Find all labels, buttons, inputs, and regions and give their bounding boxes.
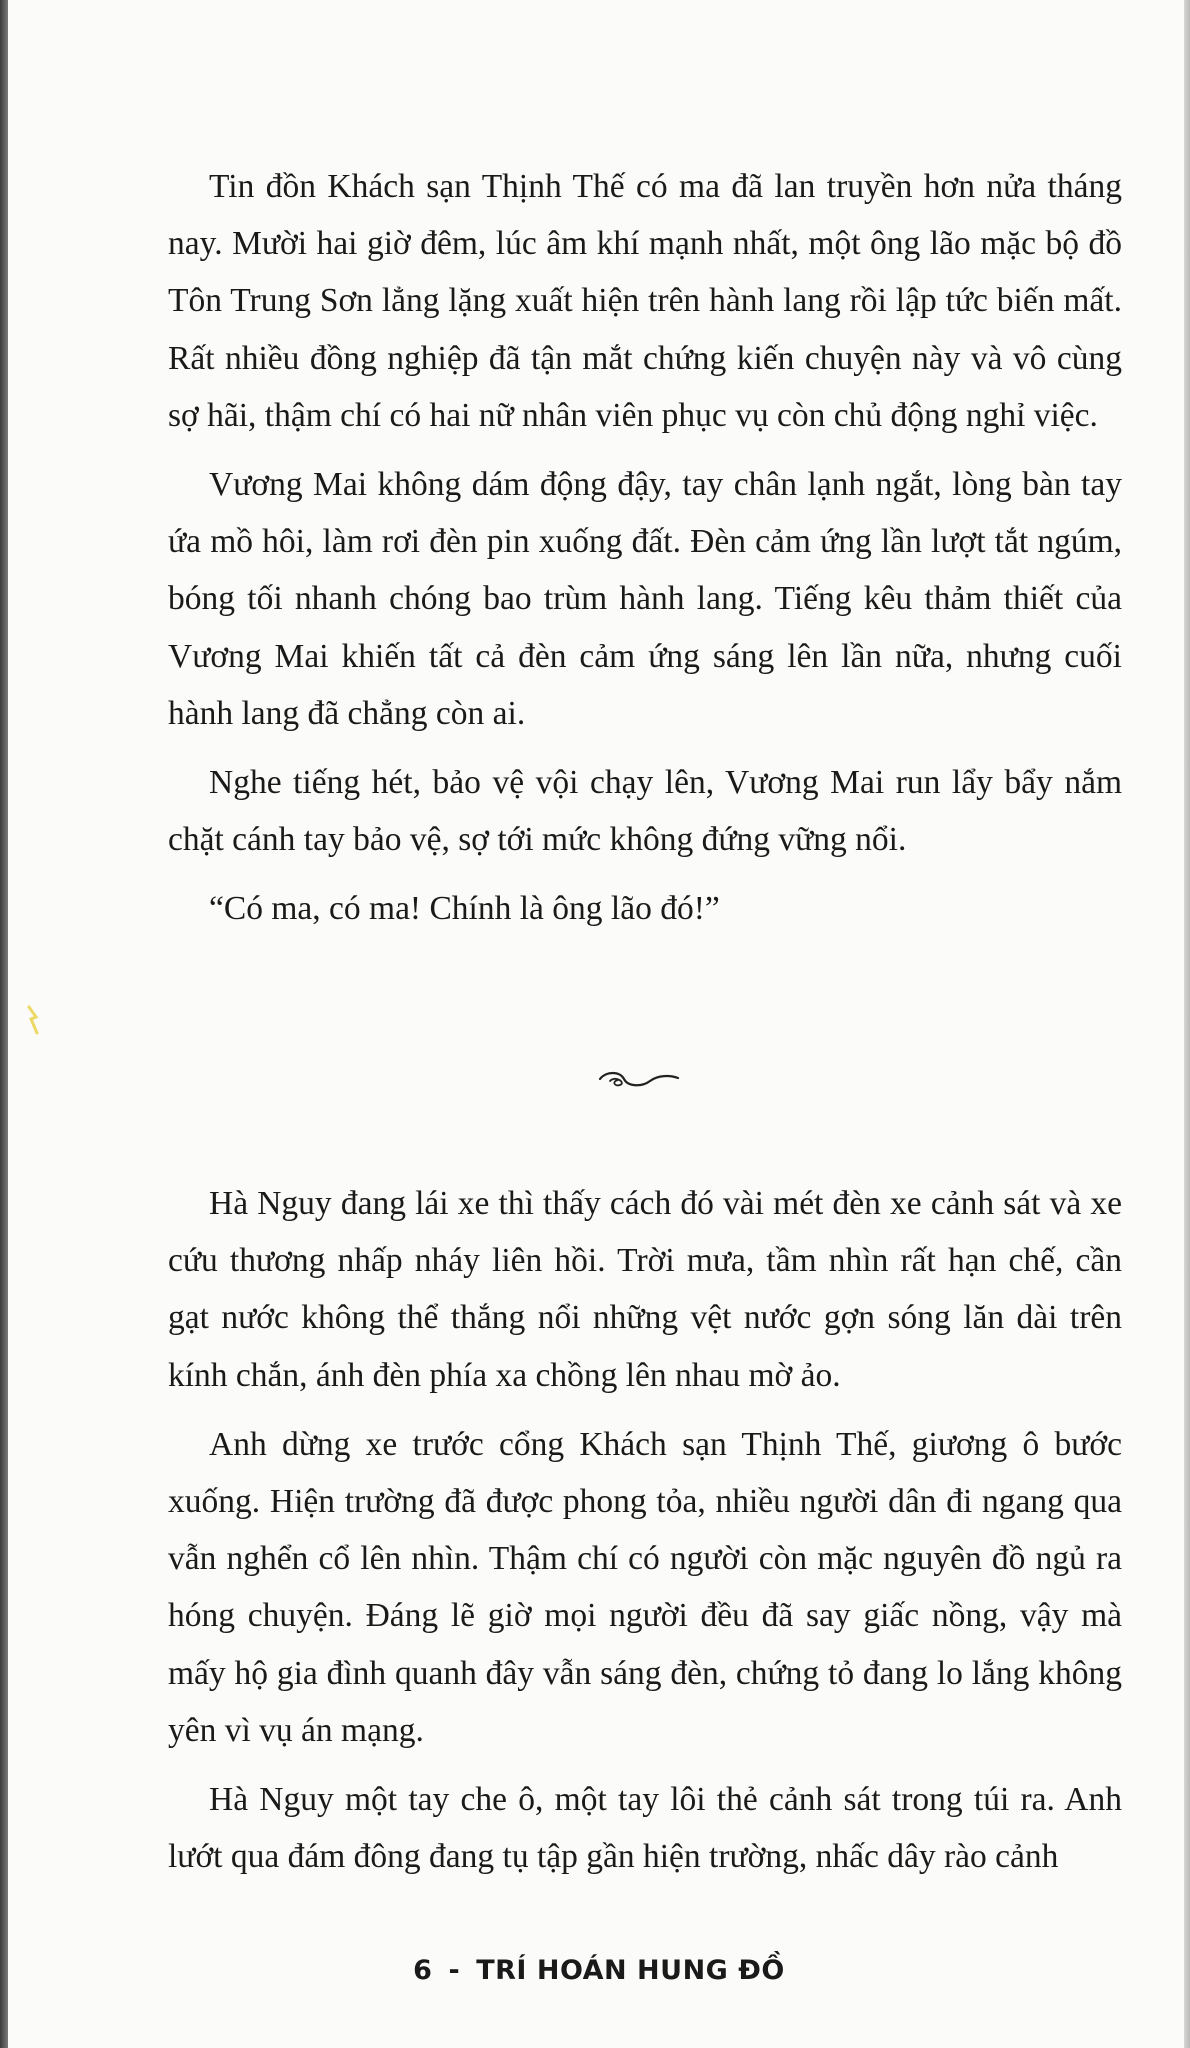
paragraph: Vương Mai không dám động đậy, tay chân lạnh ngắt, lòng bàn tay ứa mồ hôi, làm rơi đèn pin xuống đất. Đèn cảm ứng lần lượt tắt ngúm, bóng tối nhanh chóng bao trùm hành lang. Tiếng kêu thảm thiết của Vương Mai khiến tất cả đèn cảm ứng sáng lên lần nữa, nhưng cuối hành lang đã chẳng còn ai. [168, 466, 1122, 732]
book-page [8, 0, 1190, 2048]
paragraph: “Có ma, có ma! Chính là ông lão đó!” [209, 890, 720, 928]
paragraph: Hà Nguy đang lái xe thì thấy cách đó vài mét đèn xe cảnh sát và xe cứu thương nhấp nháy liên hồi. Trời mưa, tầm nhìn rất hạn chế, cần gạt nước không thể thắng nổi những vệt nước gợn sóng lăn dài trên kính chắn, ánh đèn phía xa chồng lên nhau mờ ảo. [168, 1185, 1122, 1394]
section-one [168, 158, 1122, 950]
ornamental-flourish-icon [598, 1069, 680, 1091]
footer-separator: - [448, 1955, 461, 1986]
section-two [168, 1175, 1122, 1897]
paragraph: Hà Nguy một tay che ô, một tay lôi thẻ cảnh sát trong túi ra. Anh lướt qua đám đông đang tụ tập gần hiện trường, nhấc dây rào cảnh [168, 1781, 1122, 1876]
paragraph: Anh dừng xe trước cổng Khách sạn Thịnh Thế, giương ô bước xuống. Hiện trường đã được phong tỏa, nhiều người dân đi ngang qua vẫn nghển cổ lên nhìn. Thậm chí có người còn mặc nguyên đồ ngủ ra hóng chuyện. Đáng lẽ giờ mọi người đều đã say giấc nồng, vậy mà mấy hộ gia đình quanh đây vẫn sáng đèn, chứng tỏ đang lo lắng không yên vì vụ án mạng. [168, 1425, 1122, 1749]
paragraph: Nghe tiếng hét, bảo vệ vội chạy lên, Vương Mai run lẩy bẩy nắm chặt cánh tay bảo vệ, sợ tới mức không đứng vững nổi. [168, 764, 1122, 859]
yellow-highlight-mark-icon [26, 1005, 40, 1035]
page-footer [8, 1955, 1190, 1986]
book-title: TRÍ HOÁN HUNG ĐỒ [476, 1955, 785, 1986]
paragraph: Tin đồn Khách sạn Thịnh Thế có ma đã lan truyền hơn nửa tháng nay. Mười hai giờ đêm, lúc âm khí mạnh nhất, một ông lão mặc bộ đồ Tôn Trung Sơn lẳng lặng xuất hiện trên hành lang rồi lập tức biến mất. Rất nhiều đồng nghiệp đã tận mắt chứng kiến chuyện này và vô cùng sợ hãi, thậm chí có hai nữ nhân viên phục vụ còn chủ động nghỉ việc. [168, 168, 1122, 434]
page-number: 6 [413, 1955, 433, 1986]
